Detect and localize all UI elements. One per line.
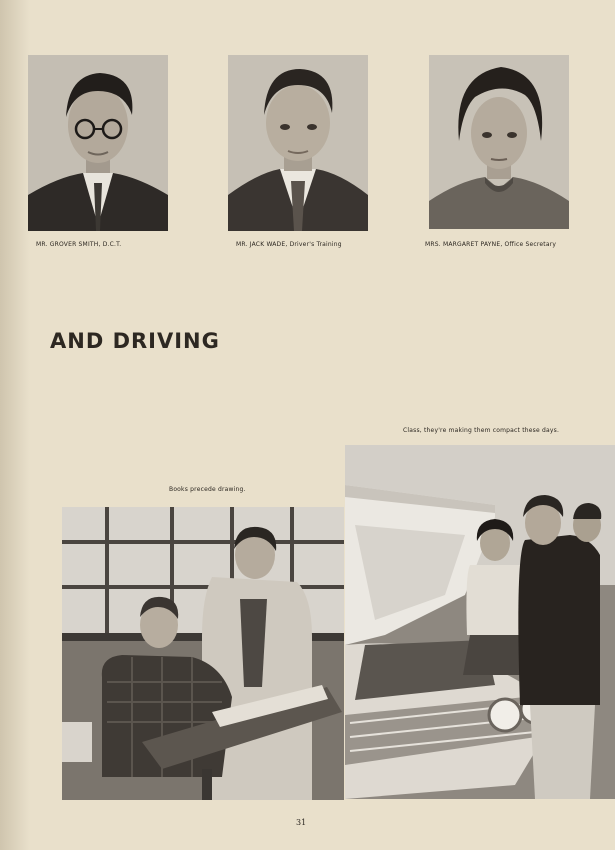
portrait-caption-jack-wade: MR. JACK WADE, Driver's Training [236, 241, 342, 248]
portrait-caption-margaret-payne: MRS. MARGARET PAYNE, Office Secretary [425, 241, 557, 248]
drawing-photo-caption: Books precede drawing. [169, 486, 246, 493]
portrait-caption-grover-smith: MR. GROVER SMITH, D.C.T. [36, 241, 122, 248]
photo-students-drawing [62, 507, 344, 800]
page-number: 31 [296, 818, 307, 827]
car-photo-caption: Class, they're making them compact these days. [403, 427, 560, 434]
page-shadow [0, 0, 30, 850]
photo-compact-car-class [345, 445, 615, 799]
section-heading: AND DRIVING [50, 329, 220, 353]
portrait-margaret-payne [429, 55, 569, 229]
portrait-grover-smith [28, 55, 168, 231]
portrait-jack-wade [228, 55, 368, 231]
